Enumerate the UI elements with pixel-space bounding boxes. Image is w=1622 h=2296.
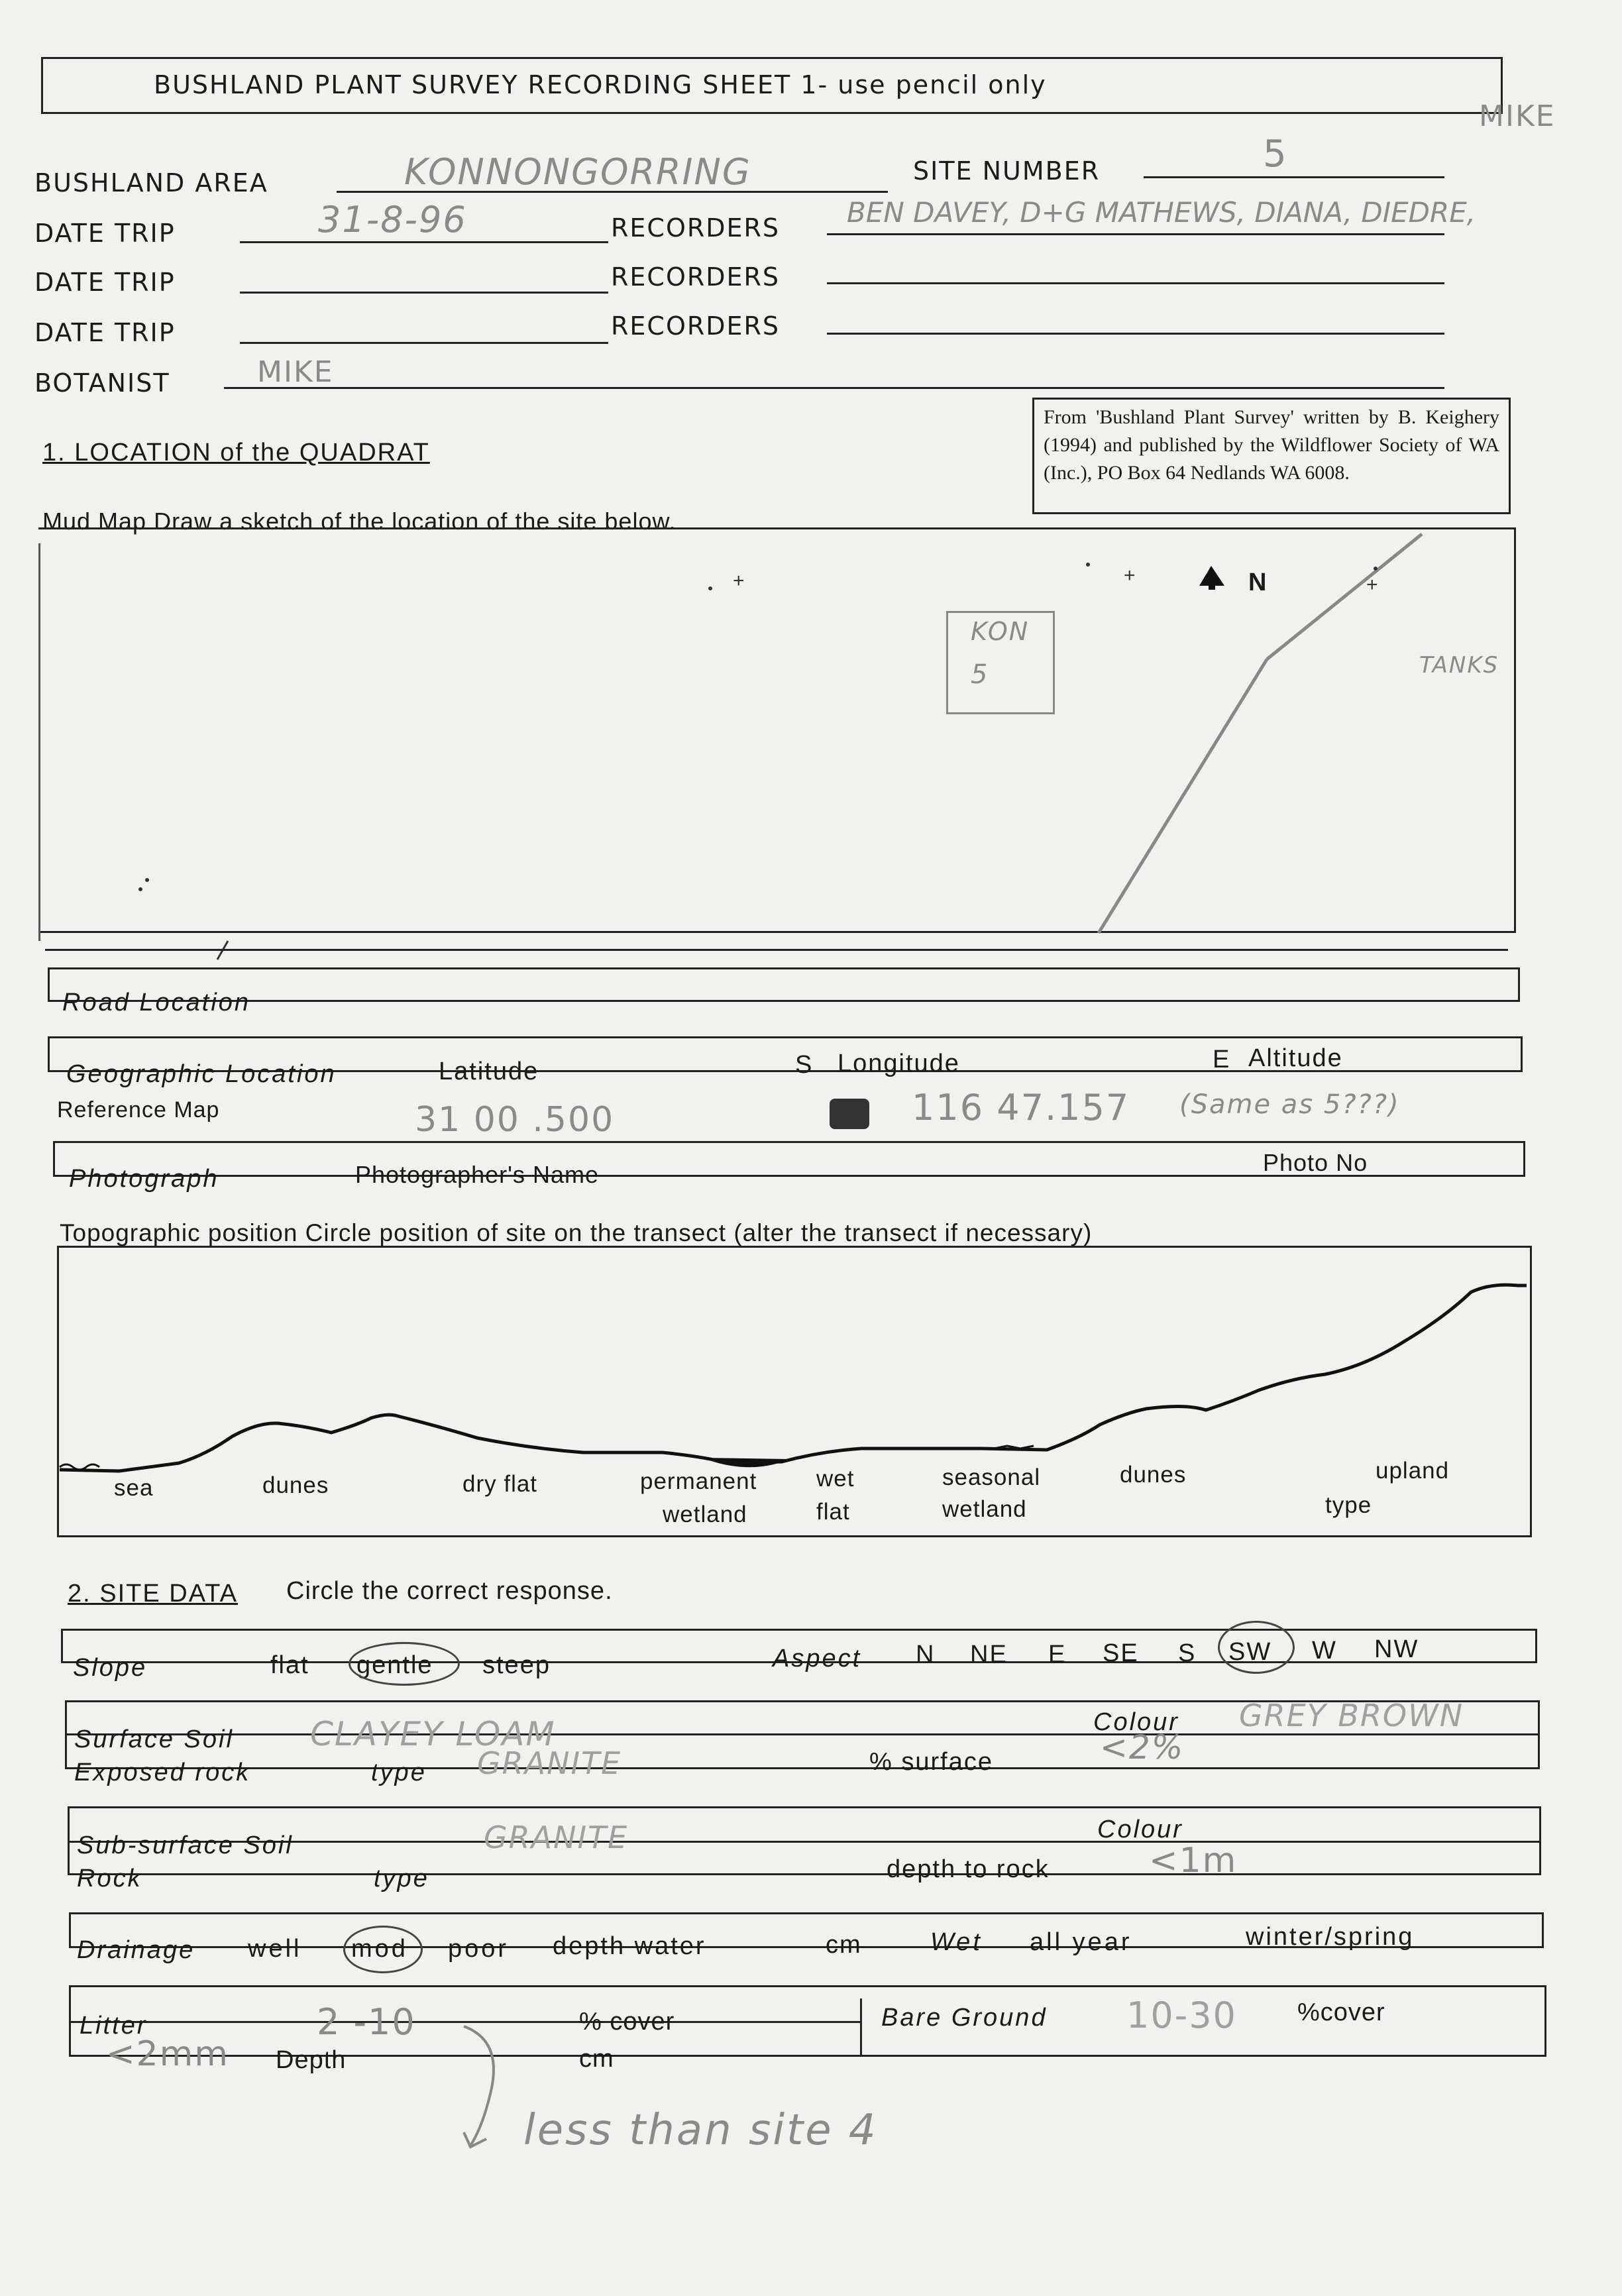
- bare-ground-value: 10-30: [1126, 1995, 1237, 2036]
- north-label: N: [1248, 569, 1268, 596]
- latitude-label: Latitude: [439, 1058, 539, 1085]
- exposed-rock-type-label: type: [371, 1759, 427, 1786]
- e-label: E: [1213, 1046, 1231, 1073]
- rock-label: Rock: [77, 1865, 142, 1892]
- sub-colour-label: Colour: [1097, 1816, 1183, 1843]
- bushland-area-value: KONNONGORRING: [404, 151, 751, 193]
- bare-cover-label: %cover: [1297, 1998, 1385, 2026]
- svg-text:+: +: [1366, 574, 1378, 596]
- altitude-label: Altitude: [1248, 1044, 1343, 1072]
- aspect-w[interactable]: W: [1312, 1637, 1337, 1665]
- depth-water-label: depth water: [553, 1932, 706, 1960]
- sketch-box-line2: 5: [971, 659, 989, 690]
- bare-ground-label: Bare Ground: [881, 2004, 1048, 2032]
- exposed-rock-type-value: GRANITE: [477, 1745, 622, 1781]
- litter-label: Litter: [80, 2012, 148, 2040]
- site-number-value: 5: [1263, 133, 1288, 176]
- sketch-box-line1: KON: [971, 617, 1030, 646]
- depth-to-rock-value: <1m: [1149, 1841, 1238, 1881]
- slope-label: Slope: [73, 1654, 148, 1682]
- aspect-s[interactable]: S: [1178, 1639, 1197, 1667]
- handwritten-note: less than site 4: [523, 2106, 878, 2155]
- topo-dunes-2[interactable]: dunes: [1120, 1462, 1187, 1488]
- s-label: S: [795, 1051, 814, 1079]
- surface-colour-value: GREY BROWN: [1239, 1698, 1464, 1733]
- topo-wet-flat: flat: [816, 1499, 850, 1525]
- all-year-label[interactable]: all year: [1030, 1928, 1132, 1956]
- topo-dunes-1[interactable]: dunes: [262, 1472, 329, 1498]
- sub-surface-value: GRANITE: [484, 1820, 629, 1855]
- drainage-mod[interactable]: mod: [351, 1935, 408, 1963]
- site-data-instruction: Circle the correct response.: [286, 1577, 613, 1605]
- tanks-label: TANKS: [1419, 652, 1499, 679]
- sub-surface-label: Sub-surface Soil: [77, 1831, 294, 1859]
- slope-flat[interactable]: flat: [270, 1651, 309, 1679]
- colour-label: Colour: [1093, 1708, 1179, 1736]
- road-location-label: Road Location: [62, 989, 251, 1016]
- svg-text:+: +: [1124, 565, 1136, 586]
- photographer-label: Photographer's Name: [355, 1161, 600, 1188]
- topo-seasonal-wetland: wetland: [942, 1496, 1027, 1522]
- date-trip-label-1: DATE TRIP: [34, 219, 176, 248]
- altitude-note: (Same as 5???): [1179, 1089, 1400, 1120]
- exposed-rock-label: Exposed rock: [74, 1759, 251, 1786]
- bushland-area-label: BUSHLAND AREA: [34, 168, 268, 197]
- topo-label: Topographic position Circle position of site on the transect (alter the transect if necessary): [60, 1219, 1093, 1246]
- wet-label: Wet: [930, 1928, 983, 1956]
- topo-seasonal[interactable]: seasonal: [942, 1464, 1041, 1490]
- recorders-label-3: RECORDERS: [611, 311, 781, 341]
- topo-permanent[interactable]: permanent: [640, 1468, 757, 1494]
- pct-surface-value: <2%: [1100, 1728, 1185, 1767]
- depth-cm-label: cm: [579, 2045, 614, 2073]
- longitude-label: Longitude: [838, 1050, 960, 1077]
- aspect-n[interactable]: N: [916, 1641, 936, 1668]
- botanist-value: MIKE: [257, 355, 334, 389]
- photo-no-label: Photo No: [1263, 1149, 1368, 1176]
- site-number-label: SITE NUMBER: [913, 156, 1101, 186]
- date-trip-value-1: 31-8-96: [318, 199, 467, 241]
- rock-type-label: type: [374, 1865, 429, 1892]
- depth-label: Depth: [276, 2046, 347, 2074]
- pct-surface-label: % surface: [869, 1748, 993, 1776]
- aspect-sw[interactable]: SW: [1228, 1638, 1272, 1666]
- site-data-heading: 2. SITE DATA: [68, 1580, 238, 1608]
- surface-soil-value: CLAYEY LOAM: [310, 1715, 556, 1753]
- aspect-ne[interactable]: NE: [970, 1641, 1008, 1668]
- topo-upland[interactable]: upland: [1376, 1458, 1450, 1484]
- corner-note: MIKE: [1479, 99, 1556, 133]
- topo-upland-type: type: [1325, 1492, 1372, 1518]
- sheet-title: BUSHLAND PLANT SURVEY RECORDING SHEET 1- use pencil only: [154, 70, 1047, 99]
- svg-text:+: +: [733, 570, 745, 592]
- depth-value: <2mm: [106, 2034, 229, 2074]
- topo-permanent-wetland: wetland: [663, 1502, 747, 1527]
- recorders-label-1: RECORDERS: [611, 213, 781, 243]
- aspect-e[interactable]: E: [1048, 1641, 1067, 1668]
- topo-wet[interactable]: wet: [816, 1466, 855, 1492]
- date-trip-label-3: DATE TRIP: [34, 318, 176, 347]
- reference-map-label: Reference Map: [57, 1097, 220, 1122]
- drainage-label: Drainage: [77, 1936, 195, 1964]
- drainage-poor[interactable]: poor: [448, 1935, 510, 1963]
- recorders-value-1: BEN DAVEY, D+G MATHEWS, DIANA, DIEDRE,: [847, 196, 1476, 229]
- photograph-label: Photograph: [69, 1165, 219, 1193]
- topo-sea[interactable]: sea: [114, 1475, 154, 1501]
- pct-cover-label: % cover: [579, 2008, 675, 2036]
- winter-spring-label[interactable]: winter/spring: [1246, 1923, 1415, 1951]
- aspect-nw[interactable]: NW: [1374, 1635, 1419, 1663]
- aspect-label: Aspect: [773, 1645, 862, 1672]
- slope-steep[interactable]: steep: [482, 1651, 551, 1679]
- mud-map-label: Mud Map Draw a sketch of the location of the site below.: [42, 508, 676, 535]
- recorders-label-2: RECORDERS: [611, 262, 781, 292]
- longitude-value: 116 47.157: [912, 1087, 1130, 1128]
- litter-value: 2 -10: [317, 2001, 416, 2043]
- depth-to-rock-label: depth to rock: [887, 1855, 1050, 1883]
- topo-dry-flat[interactable]: dry flat: [462, 1471, 538, 1497]
- surface-soil-label: Surface Soil: [74, 1725, 234, 1753]
- latitude-value: 31 00 .500: [415, 1100, 615, 1140]
- drainage-well[interactable]: well: [248, 1935, 302, 1963]
- botanist-label: BOTANIST: [34, 368, 170, 398]
- citation-text: From 'Bushland Plant Survey' written by B. Keighery (1994) and published by the Wildflower Society of WA (Inc.), PO Box 64 Nedlands WA 6008.: [1044, 406, 1499, 484]
- date-trip-label-2: DATE TRIP: [34, 268, 176, 297]
- aspect-se[interactable]: SE: [1103, 1639, 1139, 1667]
- location-heading: 1. LOCATION of the QUADRAT: [42, 439, 430, 466]
- slope-gentle[interactable]: gentle: [356, 1651, 433, 1679]
- cm-label: cm: [826, 1931, 862, 1959]
- geographic-label: Geographic Location: [66, 1060, 337, 1088]
